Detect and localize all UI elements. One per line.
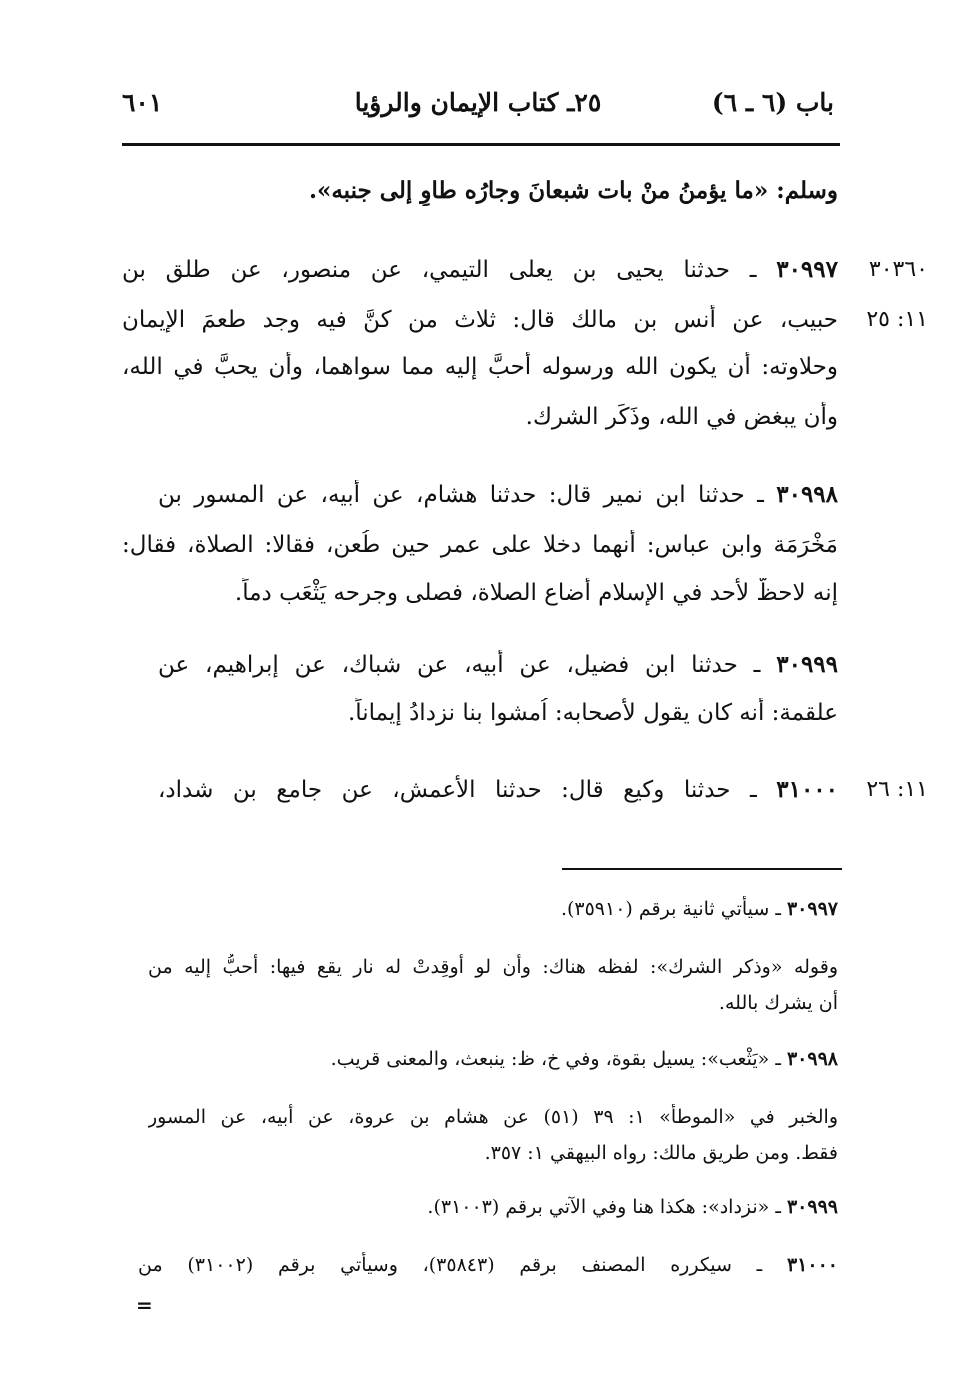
footnote: [122, 896, 838, 922]
footnote: [122, 1046, 838, 1072]
margin-ref: ٣٠٣٦٠: [868, 257, 928, 282]
hadith-text: ـ حدثنا يحيى بن يعلى التيمي، عن منصور، عن طلق بن: [122, 257, 757, 283]
footnote-line: فقط. ومن طريق مالك: رواه البيهقي ١: ٣٥٧.: [484, 1142, 838, 1164]
footnote-number: ٣٠٩٩٧: [786, 898, 838, 920]
footnote-line: والخبر في «الموطأ» ١: ٣٩ (٥١) عن هشام بن عروة، عن أبيه، عن المسور: [148, 1106, 838, 1128]
hadith-number: ٣١٠٠٠: [776, 776, 838, 803]
continuation-mark: =: [136, 1293, 153, 1317]
footnote-number: ٣٠٩٩٨: [786, 1048, 838, 1070]
footnote: [122, 1194, 838, 1220]
footnote-text: ـ «يَثْعب»: يسيل بقوة، وفي خ، ظ: ينبعث، والمعنى قريب.: [330, 1048, 781, 1070]
hadith-line: [122, 255, 838, 285]
hadith-number: ٣٠٩٩٧: [776, 256, 838, 283]
margin-ref: ١١: ٢٦: [866, 777, 928, 802]
footnote: [138, 1252, 838, 1278]
footnote-text: ـ سيكرره المصنف برقم (٣٥٨٤٣)، وسيأتي برقم (٣١٠٠٢) من: [138, 1254, 763, 1276]
footnote-line: أن يشرك بالله.: [718, 992, 838, 1014]
hadith-text: ـ حدثنا وكيع قال: حدثنا الأعمش، عن جامع بن شداد،: [158, 777, 757, 803]
footnote-number: ٣١٠٠٠: [786, 1254, 838, 1276]
hadith-line: مَخْرَمَة وابن عباس: أنهما دخلا على عمر حين طُعن، فقالا: الصلاة، فقال:: [122, 532, 838, 558]
hadith-number: ٣٠٩٩٨: [776, 481, 838, 508]
footnote-text: ـ «نزداد»: هكذا هنا وفي الآتي برقم (٣١٠٠٣).: [427, 1196, 781, 1218]
hadith-line: إنه لاحظَّ لأحد في الإسلام أضاع الصلاة، فصلى وجرحه يَثْعَب دماً.: [234, 580, 838, 606]
header-rule: [122, 143, 840, 146]
page-number: ٦٠١: [122, 88, 163, 117]
hadith-text: ـ حدثنا ابن نمير قال: حدثنا هشام، عن أبيه، عن المسور بن: [158, 482, 764, 508]
book-title: ٢٥ـ كتاب الإيمان والرؤيا: [354, 88, 602, 117]
footnote-number: ٣٠٩٩٩: [786, 1196, 838, 1218]
hadith-line: حبيب، عن أنس بن مالك قال: ثلاث من كنَّ فيه وجد طعمَ الإيمان: [122, 307, 838, 333]
hadith-line: [158, 775, 838, 805]
hadith-text: ـ حدثنا ابن فضيل، عن أبيه، عن شباك، عن إبراهيم، عن: [158, 652, 761, 678]
footnote-rule: [562, 868, 842, 870]
hadith-line: وأن يبغض في الله، وذَكَر الشرك.: [525, 404, 838, 430]
hadith-line: علقمة: أنه كان يقول لأصحابه: اُمشوا بنا نزدادُ إيماناً.: [347, 700, 838, 726]
hadith-line: [158, 650, 838, 680]
margin-ref: ١١: ٢٥: [866, 307, 928, 332]
chapter-heading: باب (٦ ـ ٦): [711, 88, 834, 117]
hadith-line: وحلاوته: أن يكون الله ورسوله أحبَّ إليه مما سواهما، وأن يحبَّ في الله،: [122, 354, 838, 380]
intro-line: وسلم: «ما يؤمنُ منْ بات شبعانَ وجارُه طاوٍ إلى جنبه».: [308, 177, 838, 204]
hadith-number: ٣٠٩٩٩: [776, 651, 838, 678]
footnote-line: وقوله «وذكر الشرك»: لفظه هناك: وأن لو أُوقِدتْ له نار يقع فيها: أحبُّ إليه من: [148, 956, 838, 978]
footnote-text: ـ سيأتي ثانية برقم (٣٥٩١٠).: [560, 898, 781, 920]
hadith-line: [158, 480, 838, 510]
